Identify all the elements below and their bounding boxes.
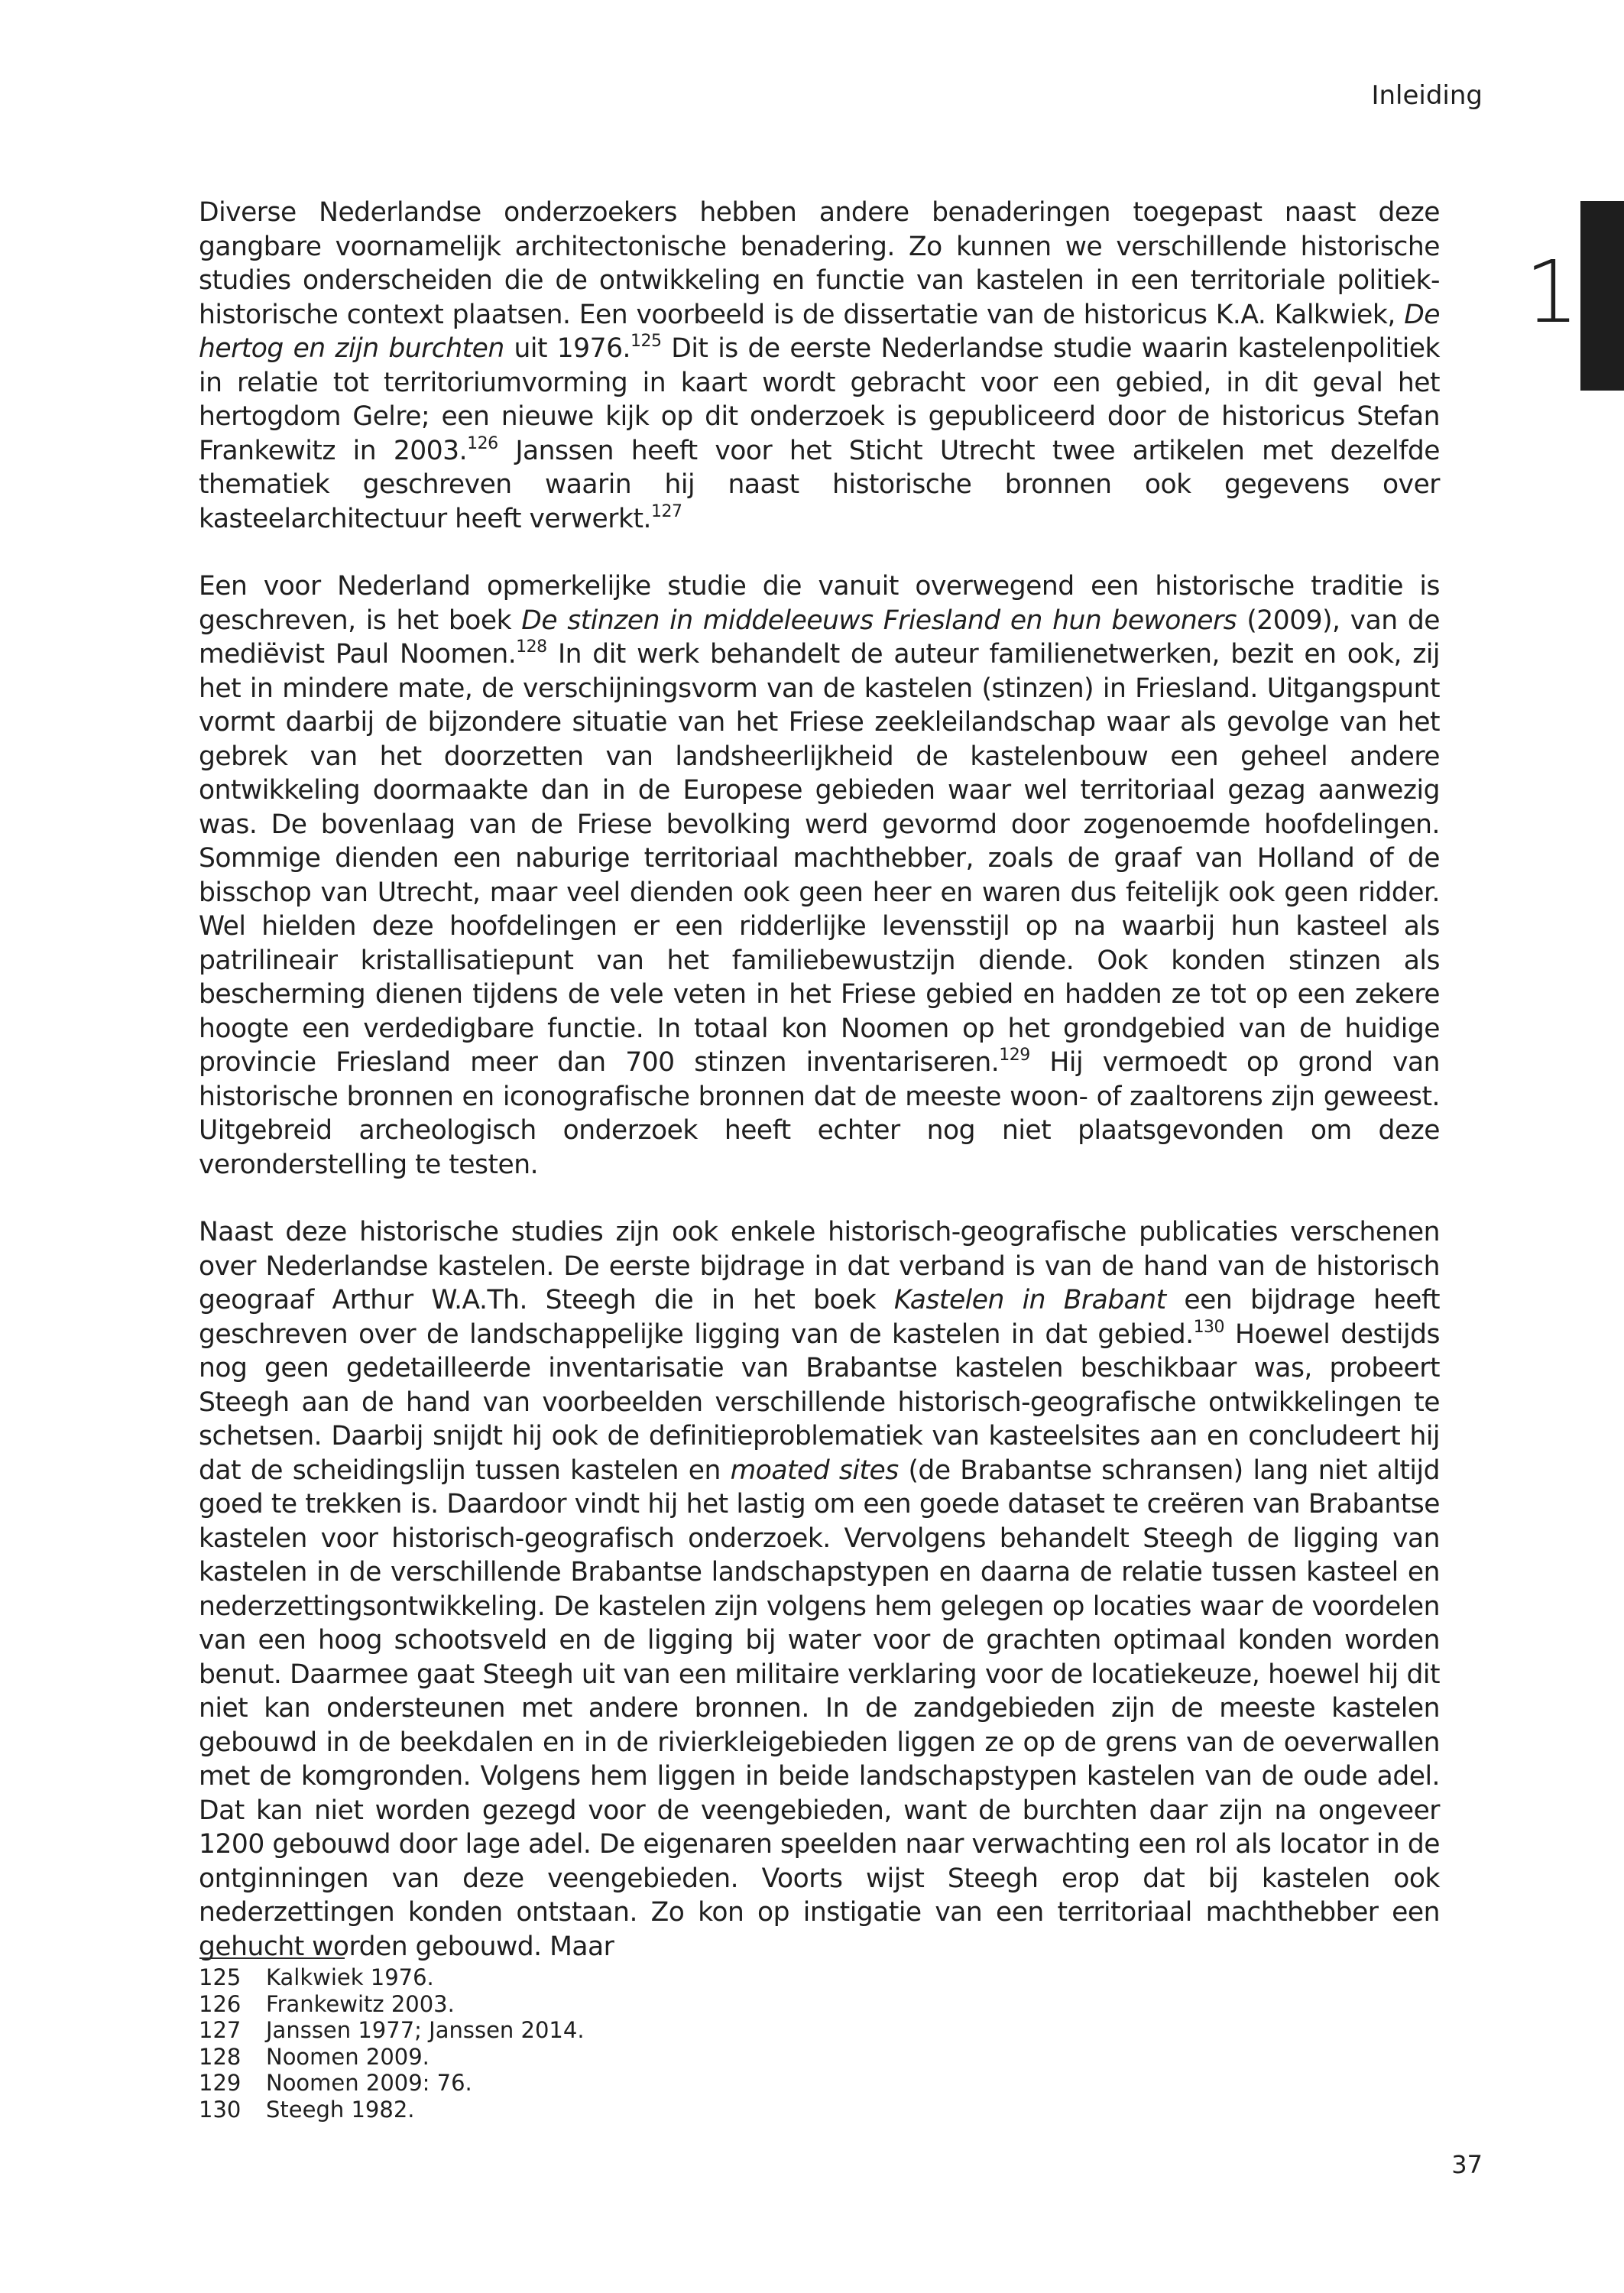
text-run: uit 1976. (504, 333, 631, 364)
italic-title: Kastelen in Brabant (893, 1285, 1166, 1315)
text-run: (de Brabantse schransen) lang niet altijd goed te trekken is. Daardoor vindt hij het lastig om een goede dataset te creëren van Brabantse kastelen voor historisch-geografisch onderzoek. Vervolgens behandelt Steegh de ligging van kastelen in de verschillende Brabantse landschapstypen en daarna de relatie tussen kasteel en nederzettingsontwikkeling. De kastelen zijn volgens hem gelegen op locaties waar de voordelen van een hoog schootsveld en de ligging bij water voor de grachten optimaal konden worden benut. Daarmee gaat Steegh uit van een militaire verklaring voor de locatiekeuze, hoewel hij dit niet kan ondersteunen met andere bronnen. In de zandgebieden zijn de meeste kastelen gebouwd in de beekdalen en in de rivierkleigebieden liggen ze op de grens van de oeverwallen met de komgronden. Volgens hem liggen in beide landschapstypen kastelen van de oude adel. Dat kan niet worden gezegd voor de veengebieden, want de burchten daar zijn na ongeveer 1200 gebouwd door lage adel. De eigenaren speelden naar verwachting een rol als locator in de ontginningen van deze veengebieden. Voorts wijst Steegh erop dat bij kastelen ook nederzettingen konden ontstaan. Zo kon op instigatie van een territoriaal machthebber een gehucht worden gebouwd. Maar (199, 1455, 1440, 1962)
text-run: Een voor Nederland opmerkelijke studie die vanuit overwegend een historische traditie is geschreven, is het boek (199, 571, 1440, 636)
footnote-number: 125 (199, 1964, 241, 1990)
page-number: 37 (1451, 2150, 1483, 2179)
text-run: Dit is de eerste Nederlandse studie waarin kastelenpolitiek in relatie tot territoriumvorming in kaart wordt gebracht voor een gebied, in dit geval het hertogdom Gelre; een nieuwe kijk op dit onderzoek is gepubliceerd door de historicus Stefan Frankewitz in 2003. (199, 333, 1440, 466)
footnote-reference: 125 (630, 332, 662, 351)
footnote-number: 129 (199, 2070, 241, 2096)
footnote-reference: 129 (999, 1046, 1030, 1065)
footnote-text: Janssen 1977; Janssen 2014. (266, 2017, 585, 2043)
footnote-number: 128 (199, 2043, 241, 2070)
paragraph (199, 1215, 1440, 1964)
footnote (199, 2097, 585, 2123)
footnote (199, 1991, 585, 2018)
paragraph (199, 196, 1440, 536)
footnote-reference: 128 (516, 637, 547, 657)
text-run: Diverse Nederlandse onderzoekers hebben andere benaderingen toegepast naast deze gangbare voornamelijk architectonische benadering. Zo kunnen we verschillende historische studies onderscheiden die de ontwikkeling en functie van kastelen in een territoriale politiek-historische context plaatsen. Een voorbeeld is de dissertatie van de historicus K.A. Kalkwiek, (199, 197, 1440, 330)
text-run: Janssen heeft voor het Sticht Utrecht twee artikelen met dezelfde thematiek geschreven waarin hij naast historische bronnen ook gegevens over kasteelarchitectuur heeft verwerkt. (199, 435, 1440, 534)
running-head: Inleiding (1371, 80, 1483, 111)
text-run: Hoewel destijds nog geen gedetailleerde inventarisatie van Brabantse kastelen beschikbaar was, probeert Steegh aan de hand van voorbeelden verschillende historisch-geografische ontwikkelingen te schetsen. Daarbij snijdt hij ook de definitieproblematiek van kasteelsites aan en concludeert hij dat de scheidingslijn tussen kastelen en (199, 1318, 1440, 1486)
footnote-reference: 127 (650, 501, 682, 521)
footnote-number: 127 (199, 2017, 241, 2043)
text-run: In dit werk behandelt de auteur familienetwerken, bezit en ook, zij het in mindere mate, de verschijningsvorm van de kastelen (stinzen) in Friesland. Uitgangspunt vormt daarbij de bijzondere situatie van het Friese zeekleilandschap waar als gevolge van het gebrek van het doorzetten van landsheerlijkheid de kastelenbouw een geheel andere ontwikkeling doormaakte dan in de Europese gebieden waar wel territoriaal gezag aanwezig was. De bovenlaag van de Friese bevolking werd gevormd door zogenoemde hoofdelingen. Sommige dienden een naburige territoriaal machthebber, zoals de graaf van Holland of de bisschop van Utrecht, maar veel dienden ook geen heer en waren dus feitelijk ook geen ridder. Wel hielden deze hoofdelingen er een ridderlijke levensstijl op na waarbij hun kasteel als patrilineair kristallisatiepunt van het familiebewustzijn diende. Ook konden stinzen als bescherming dienen tijdens de vele veten in het Friese gebied en hadden ze tot op een zekere hoogte een verdedigbare functie. In totaal kon Noomen op het grondgebied van de huidige provincie Friesland meer dan 700 stinzen inventariseren. (199, 639, 1441, 1078)
italic-title: De stinzen in middeleeuws Friesland en hun bewoners (521, 605, 1237, 636)
footnote-text: Steegh 1982. (266, 2096, 415, 2123)
footnote (199, 2070, 585, 2097)
text-run: Hij vermoedt op grond van historische bronnen en iconografische bronnen dat de meeste woon- of zaaltorens zijn geweest. Uitgebreid archeologisch onderzoek heeft echter nog niet plaatsgevonden om deze veronderstelling te testen. (199, 1047, 1440, 1180)
paragraph (199, 569, 1440, 1182)
chapter-number: 1 (1525, 243, 1580, 342)
text-run: een bijdrage heeft geschreven over de landschappelijke ligging van de kastelen in dat gebied. (199, 1285, 1440, 1350)
footnote (199, 1964, 585, 1991)
italic-title: moated sites (730, 1455, 899, 1486)
chapter-tab (1580, 201, 1624, 391)
italic-title: De hertog en zijn burchten (199, 299, 1440, 364)
footnote-text: Kalkwiek 1976. (266, 1964, 434, 1990)
footnote (199, 2017, 585, 2044)
footnote-text: Noomen 2009: 76. (266, 2070, 472, 2096)
footnote-text: Frankewitz 2003. (266, 1990, 455, 2017)
footnote-reference: 130 (1193, 1317, 1225, 1337)
text-run: Naast deze historische studies zijn ook enkele historisch-geografische publicaties verschenen over Nederlandse kastelen. De eerste bijdrage in dat verband is van de hand van de historisch geograaf Arthur W.A.Th. Steegh die in het boek (199, 1217, 1440, 1315)
text-run: (2009), van de mediëvist Paul Noomen. (199, 605, 1440, 670)
footnote-reference: 126 (467, 433, 498, 453)
footnote-number: 130 (199, 2096, 241, 2123)
footnote-text: Noomen 2009. (266, 2043, 430, 2070)
footnote (199, 2044, 585, 2071)
footnote-divider (199, 1957, 345, 1959)
footnote-number: 126 (199, 1990, 241, 2017)
body-text (199, 196, 1440, 1964)
footnotes (199, 1964, 585, 2123)
